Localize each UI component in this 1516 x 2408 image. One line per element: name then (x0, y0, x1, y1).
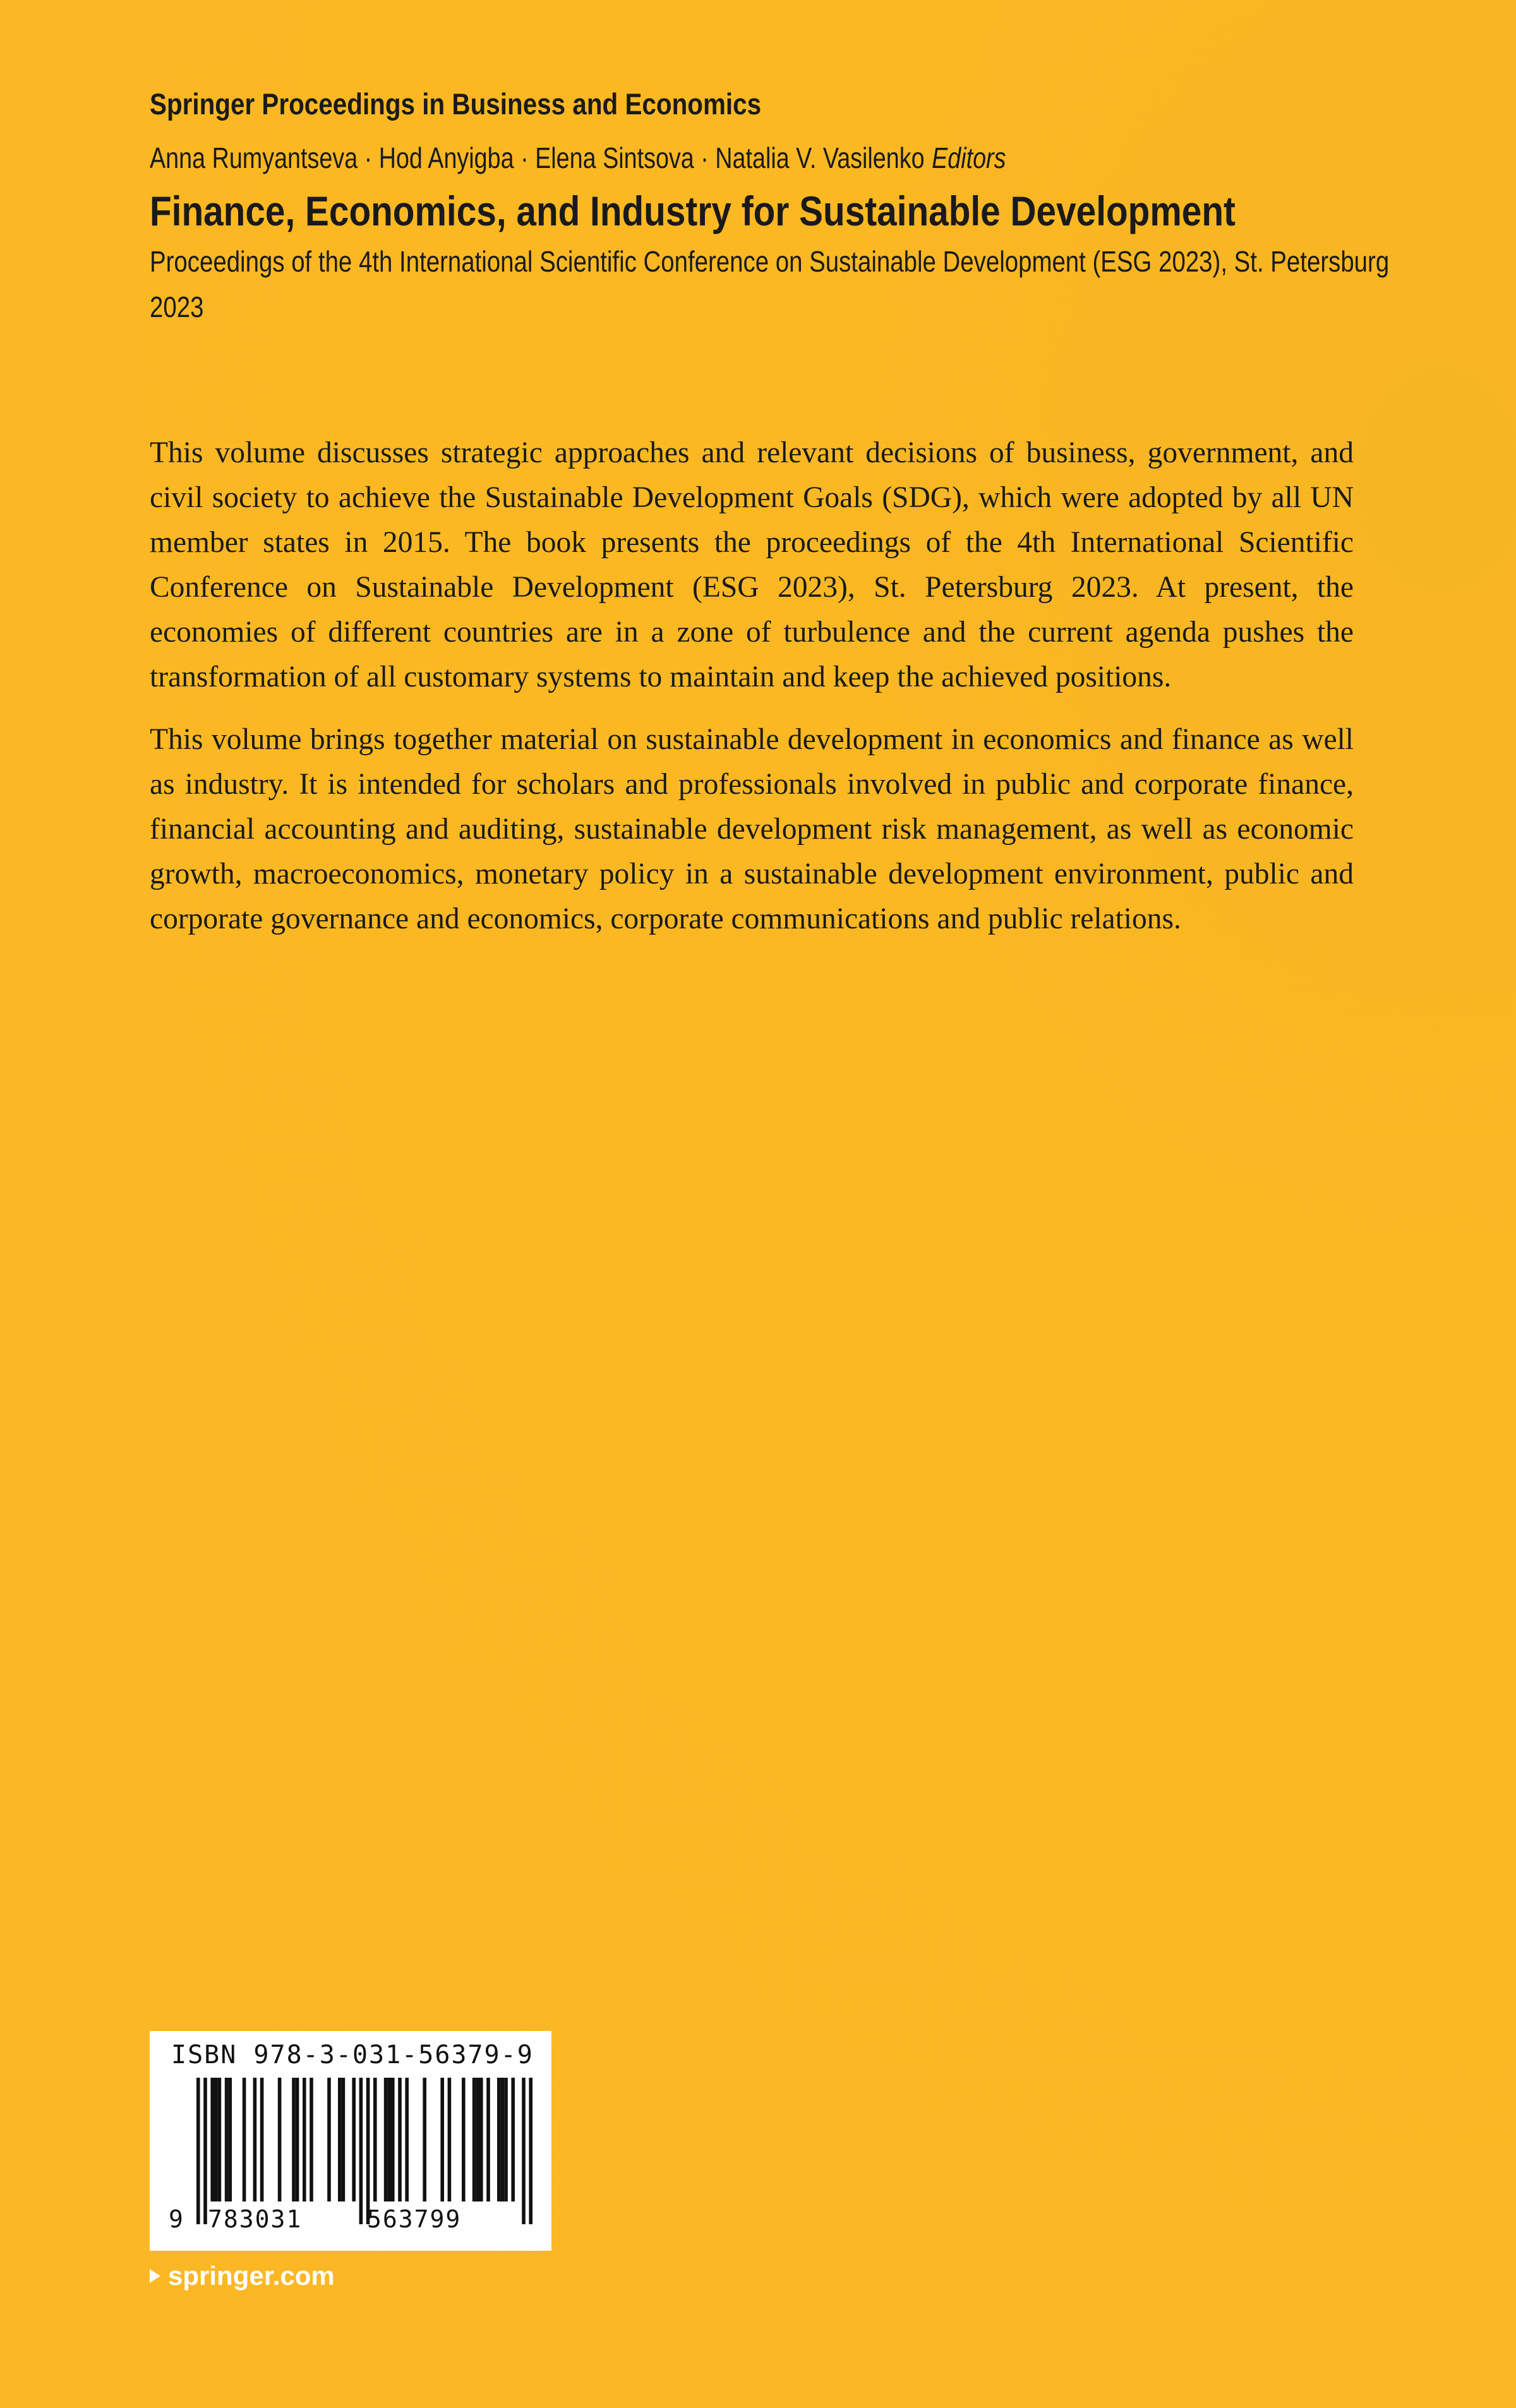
barcode-digit-group-right: 563799 (367, 2205, 462, 2233)
barcode-bar (462, 2078, 466, 2201)
barcode-digit-group-left: 783031 (208, 2205, 303, 2233)
barcode-bar (476, 2078, 479, 2201)
barcode-bar (423, 2078, 426, 2201)
barcode-bar (501, 2078, 505, 2201)
description-paragraph: This volume brings together material on sustainable development in economics and finance as well as industry. It is intended for scholars and professionals involved in public and corporate finance, financial accounting and auditing, sustainable development risk management, as well as economic growth, macroeconomics, monetary policy in a sustainable development environment, public and corporate governance and economics, corporate communications and public relations. (150, 723, 1354, 935)
barcode-bar (384, 2078, 388, 2201)
play-arrow-icon (150, 2269, 160, 2283)
book-title: Finance, Economics, and Industry for Sustainable Development (150, 188, 1236, 234)
barcode-bar (218, 2078, 222, 2201)
barcode-digit-lead: 9 (169, 2205, 183, 2233)
barcode-bar (440, 2078, 444, 2201)
editors-line (150, 138, 1176, 178)
barcode-bar (214, 2078, 218, 2201)
series-name: Springer Proceedings in Business and Economics (150, 87, 762, 121)
barcode-bar (225, 2078, 229, 2201)
isbn-label: ISBN 978-3-031-56379-9 (171, 2040, 534, 2070)
barcode-bar (253, 2078, 257, 2201)
barcode-bar (486, 2078, 490, 2201)
barcode-bar (504, 2078, 508, 2201)
isbn-barcode (150, 2031, 551, 2251)
publisher-website[interactable] (150, 2257, 335, 2295)
barcode-bar (303, 2078, 306, 2201)
website-label: springer.com (168, 2261, 335, 2291)
barcode-bar (497, 2078, 501, 2201)
barcode-bar (387, 2078, 391, 2201)
barcode-bar (373, 2078, 377, 2201)
editor-names: Anna Rumyantseva · Hod Anyigba · Elena Sintsova · Natalia V. Vasilenko (150, 141, 925, 174)
barcode-bar (352, 2078, 356, 2201)
barcode-bar (278, 2078, 282, 2201)
cover-header (150, 82, 1400, 330)
description-paragraph: This volume discusses strategic approaches and relevant decisions of business, government, and civil society to achieve the Sustainable Development Goals (SDG), which were adopted by all UN member states in 2015. The book presents the proceedings of the 4th International Scientific Conference on Sustainable Development (ESG 2023), St. Petersburg 2023. At present, the economies of different countries are in a zone of turbulence and the current agenda pushes the transformation of all customary systems to maintain and keep the achieved positions. (150, 436, 1354, 693)
editors-role: Editors (932, 141, 1006, 174)
barcode-bar (243, 2078, 246, 2201)
barcode-bar (479, 2078, 483, 2201)
barcode-bar (210, 2078, 214, 2201)
book-subtitle: Proceedings of the 4th International Scientific Conference on Sustainable Development (ESG 2023), St. Petersburg 2023 (150, 245, 1390, 323)
barcode-bar (342, 2078, 346, 2201)
barcode-bar (448, 2078, 452, 2201)
barcode-bar (228, 2078, 232, 2201)
barcode-bar (391, 2078, 395, 2201)
barcode-bar (405, 2078, 409, 2201)
barcode-bar (292, 2078, 296, 2201)
barcode-bar (296, 2078, 299, 2201)
barcode-digits (150, 2200, 551, 2238)
barcode-bar (327, 2078, 331, 2201)
book-description (150, 431, 1354, 959)
barcode-bar (260, 2078, 264, 2201)
barcode-bar (511, 2078, 515, 2201)
barcode-bar (310, 2078, 313, 2201)
barcode-bar (338, 2078, 342, 2201)
barcode-bar (472, 2078, 476, 2201)
barcode-bar (398, 2078, 402, 2201)
